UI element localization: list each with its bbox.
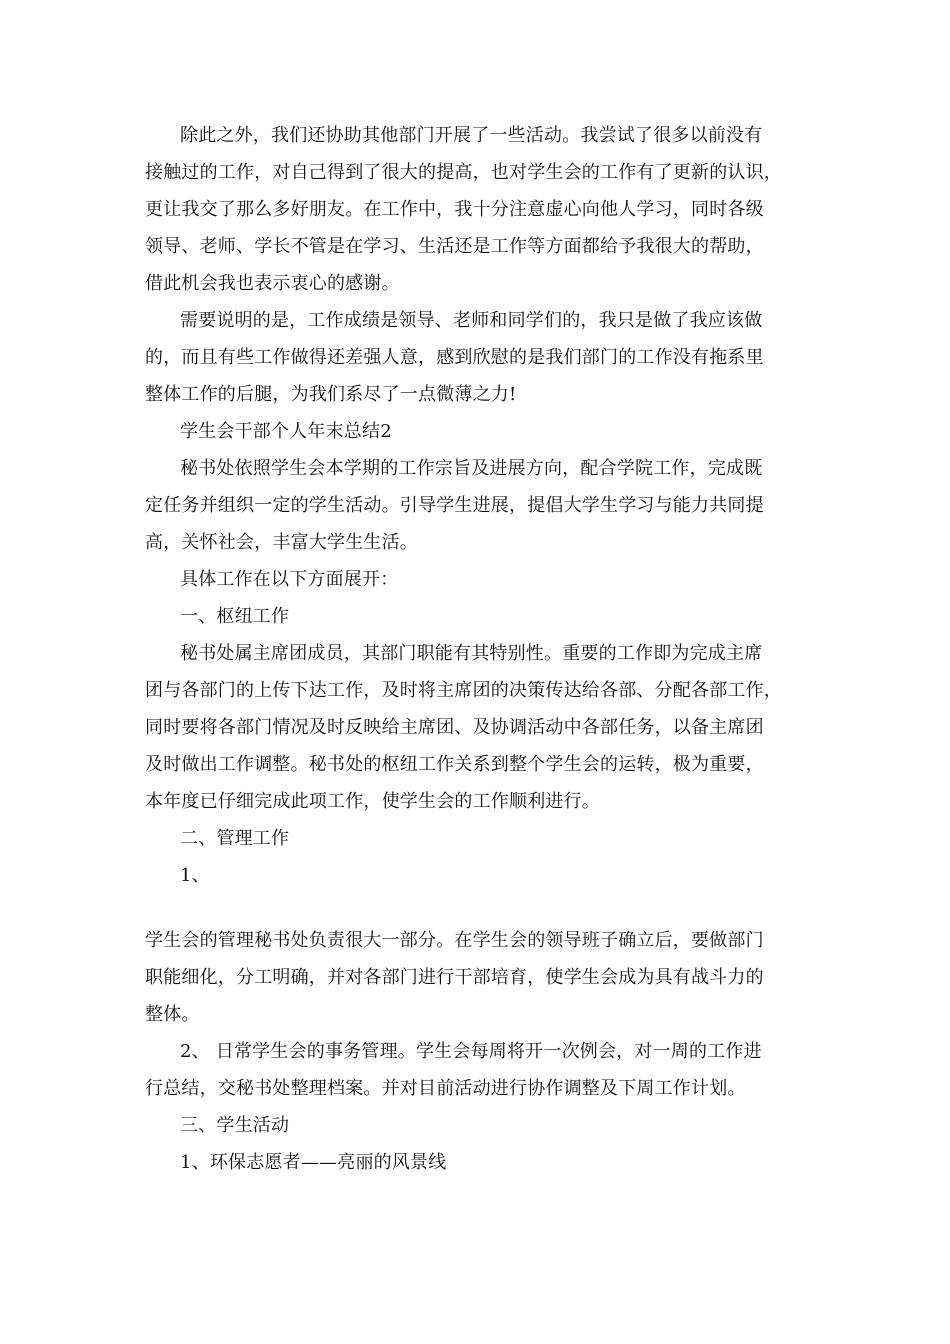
text-line: 职能细化，分工明确，并对各部门进行干部培育，使学生会成为具有战斗力的	[145, 967, 764, 988]
text-line: 同时要将各部门情况及时反映给主席团、及协调活动中各部任务，以备主席团	[145, 717, 764, 738]
text-line: 学生会的管理秘书处负责很大一部分。在学生会的领导班子确立后，要做部门	[145, 930, 764, 951]
heading-line: 三、学生活动	[180, 1115, 290, 1136]
text-line: 需要说明的是，工作成绩是领导、老师和同学们的，我只是做了我应该做	[180, 310, 763, 331]
text-line: 定任务并组织一定的学生活动。引导学生进展，提倡大学生学习与能力共同提	[145, 495, 764, 516]
text-line: 接触过的工作，对自己得到了很大的提高，也对学生会的工作有了更新的认识，	[145, 162, 782, 183]
text-line: 除此之外，我们还协助其他部门开展了一些活动。我尝试了很多以前没有	[180, 125, 763, 146]
text-line: 2、 日常学生会的事务管理。学生会每周将开一次例会，对一周的工作进	[180, 1041, 762, 1062]
text-line: 整体。	[145, 1004, 200, 1025]
text-line: 高，关怀社会，丰富大学生生活。	[145, 532, 418, 553]
text-line: 及时做出工作调整。秘书处的枢纽工作关系到整个学生会的运转，极为重要，	[145, 754, 764, 775]
list-marker: 1、	[180, 865, 210, 886]
text-line: 团与各部门的上传下达工作，及时将主席团的决策传达给各部、分配各部工作，	[145, 680, 782, 701]
text-line: 1、环保志愿者——亮丽的风景线	[180, 1152, 447, 1173]
text-line: 更让我交了那么多好朋友。在工作中，我十分注意虚心向他人学习，同时各级	[145, 199, 764, 220]
text-line: 秘书处属主席团成员，其部门职能有其特别性。重要的工作即为完成主席	[180, 643, 763, 664]
text-line: 领导、老师、学长不管是在学习、生活还是工作等方面都给予我很大的帮助，	[145, 236, 764, 257]
text-line: 秘书处依照学生会本学期的工作宗旨及进展方向，配合学院工作，完成既	[180, 458, 763, 479]
text-line: 整体工作的后腿，为我们系尽了一点微薄之力!	[145, 384, 517, 405]
text-line: 行总结，交秘书处整理档案。并对目前活动进行协作调整及下周工作计划。	[145, 1078, 746, 1099]
text-line: 本年度已仔细完成此项工作，使学生会的工作顺利进行。	[145, 791, 600, 812]
section-title: 学生会干部个人年末总结2	[180, 421, 392, 442]
heading-line: 一、枢纽工作	[180, 606, 290, 627]
heading-line: 二、管理工作	[180, 828, 290, 849]
text-line: 借此机会我也表示衷心的感谢。	[145, 273, 400, 294]
text-line: 具体工作在以下方面展开：	[180, 569, 399, 590]
text-line: 的，而且有些工作做得还差强人意，感到欣慰的是我们部门的工作没有拖系里	[145, 347, 764, 368]
